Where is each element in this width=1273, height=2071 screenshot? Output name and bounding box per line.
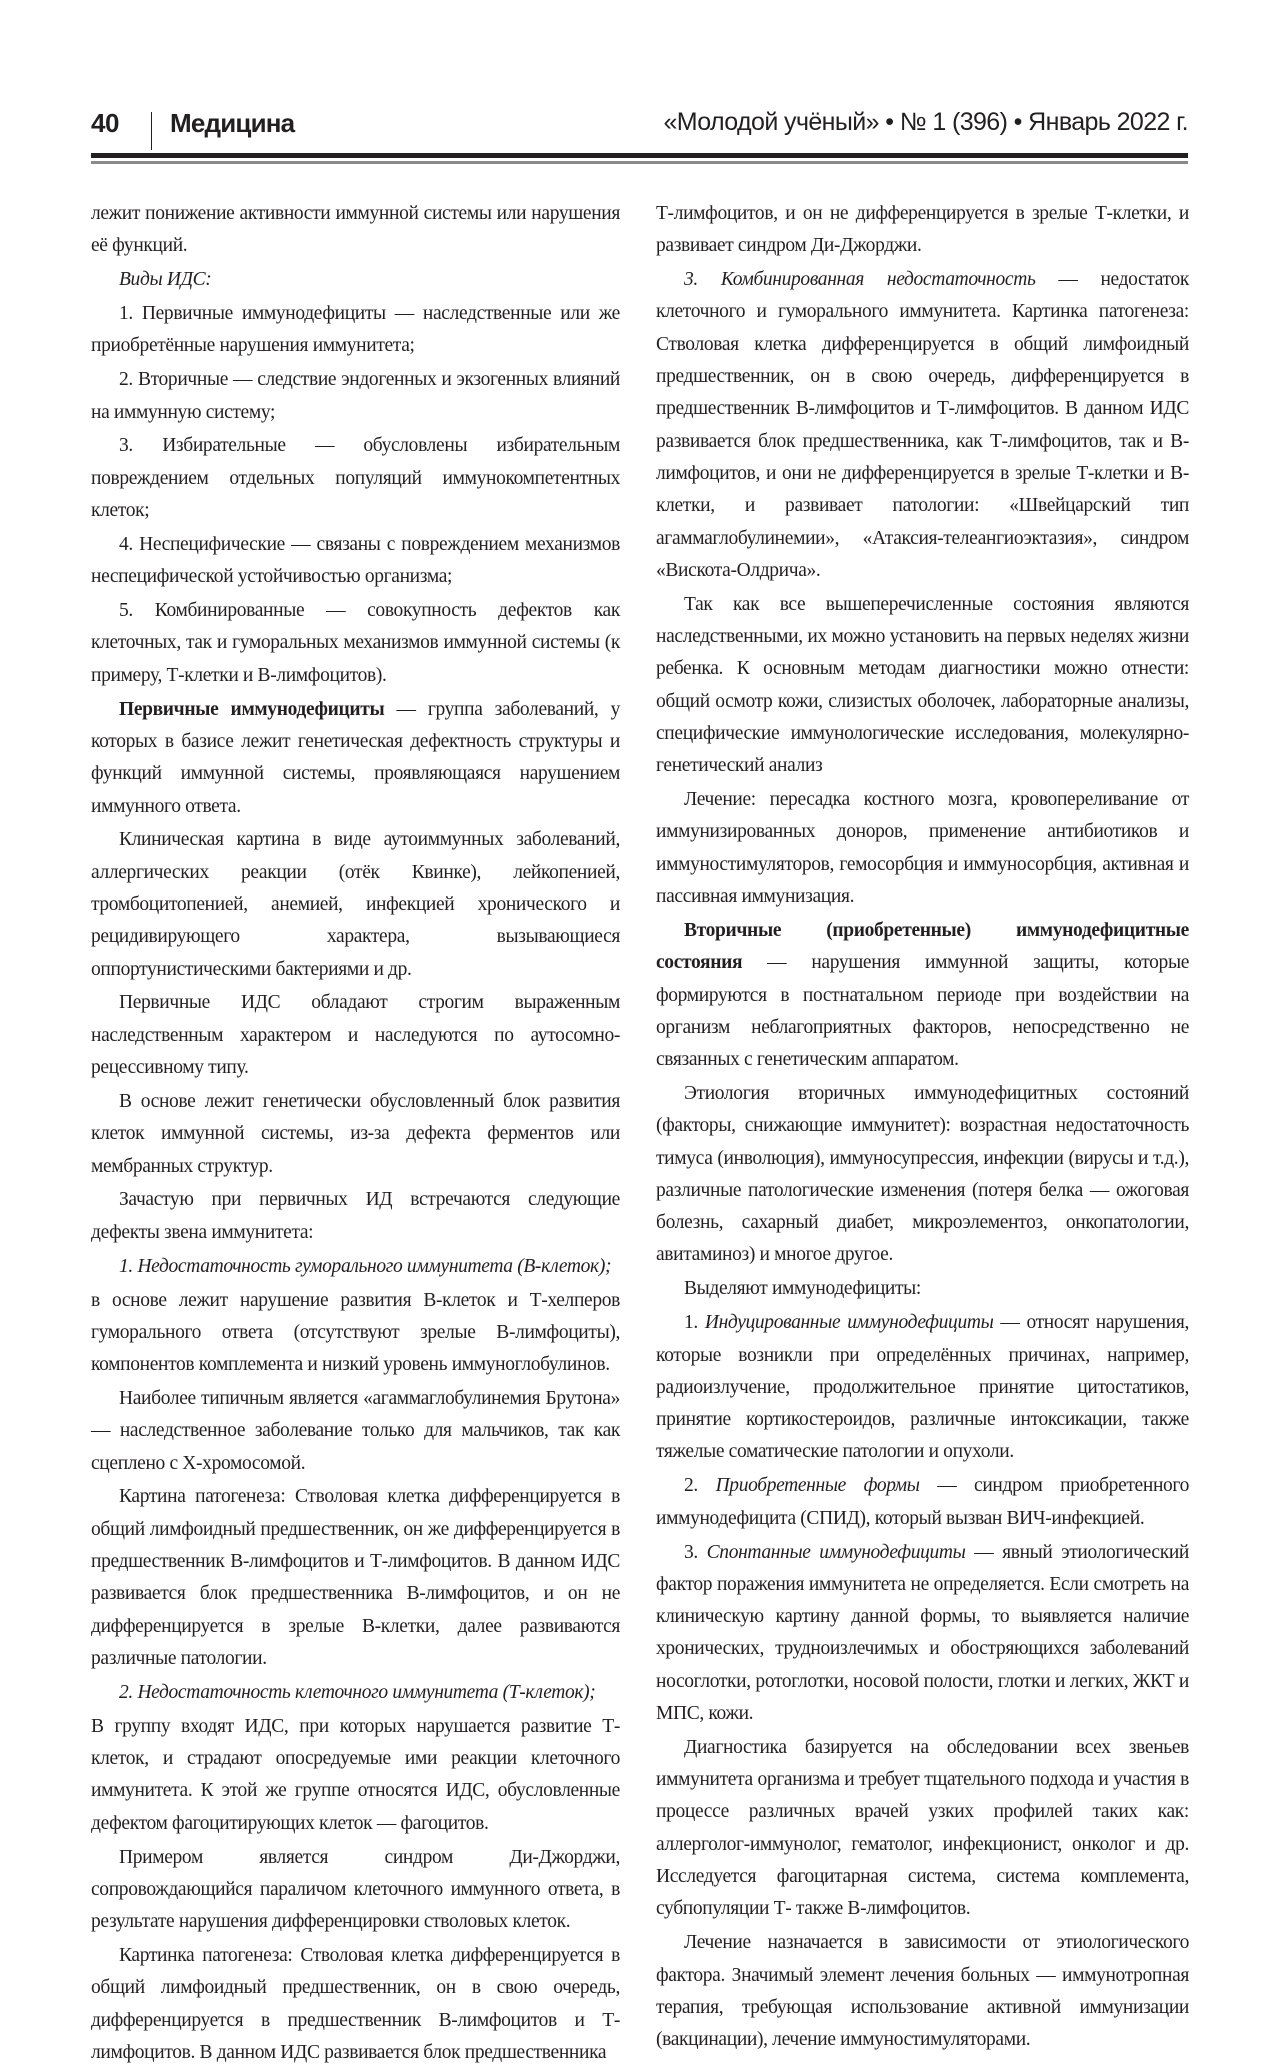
paragraph-text: Картинка патогенеза: Стволовая клетка дифференцируется в общий лимфоидный предшественник, он в свою очередь, дифференцируется в предшественник В-лимфоцитов и Т-лимфоцитов. В данном ИДС развивается блок предшественника [91,1945,620,2063]
left-column [91,198,620,2071]
paragraph-text: 1. Первичные иммунодефициты — наследственные или же приобретённые нарушения иммунитета; [91,303,620,357]
paragraph [91,1842,620,1939]
paragraph [91,987,620,1084]
italic-text: Приобретенные формы [715,1475,920,1497]
bold-term: Вторичные (приобретенные) иммунодефицитные состояния [656,919,1189,974]
paragraph [91,1711,620,1840]
paragraph [656,1078,1189,1272]
paragraph [91,1285,620,1382]
italic-text: 3. Комбинированная недостаточность [684,269,1036,291]
paragraph-text: Так как все вышеперечисленные состояния являются наследственными, их можно установить на первых неделях жизни ребенка. К основным методам диагностики можно отнести: общий осмотр кожи, слизистых оболочек, лабораторные анализы, специфические иммунологические исследования, молекулярно-генетический анализ [656,593,1189,777]
paragraph [91,364,620,429]
paragraph-text: 5. Комбинированные — совокупность дефектов как клеточных, так и гуморальных механизмов иммунной системы (к примеру, Т-клетки и В-лимфоцитов). [91,600,620,686]
right-column [656,198,1189,2058]
paragraph-text: Зачастую при первичных ИД встречаются следующие дефекты звена иммунитета: [91,1189,620,1243]
header-rule-thick [91,153,1188,158]
paragraph-text: — нарушения иммунной защиты, которые формируются в постнатальном периоде при воздействии на организм неблагоприятных факторов, непосредственно не связанных с генетическим аппаратом. [656,952,1189,1071]
paragraph [91,430,620,527]
section-title: Медицина [170,108,295,138]
paragraph [91,1940,620,2069]
paragraph-text: 3. Избирательные — обусловлены избирательным повреждением отдельных популяций иммунокомпетентных клеток; [91,435,620,522]
paragraph-text: Лечение: пересадка костного мозга, кровопереливание от иммунизированных доноров, применение антибиотиков и иммуностимуляторов, гемосорбция и иммуносорбция, активная и пассивная иммунизация. [656,789,1189,908]
paragraph-text: Диагностика базируется на обследовании всех звеньев иммунитета организма и требует тщательного подхода и участия в процессе различных врачей узких профилей таких как: аллерголог-иммунолог, гематолог, инфекционист, онколог и др. Исследуется фагоцитарная система, система комплемента, субпопуляции Т- также В-лимфоцитов. [656,1736,1189,1920]
paragraph [91,529,620,594]
paragraph-text: — недостаток клеточного и гуморального иммунитета. Картинка патогенеза: Стволовая клетка дифференцируется в общий лимфоидный предшественник, он в свою очередь, дифференцируется в предшественник В-лимфоцитов и Т-лимфоцитов. В данном ИДС развивается блок предшественника, как Т-лимфоцитов, так и В-лимфоцитов, и они не дифференцируется в зрелые Т-клетки и В-клетки, и развивает патологии: «Швейцарский тип агаммаглобулинемии», «Атаксия-телеангиоэктазия», синдром «Вискота-Олдрича». [656,269,1189,581]
paragraph-text: 4. Неспецифические — связаны с повреждением механизмов неспецифической устойчивостью организма; [91,533,620,588]
paragraph [656,1537,1189,1731]
paragraph [656,1470,1189,1535]
paragraph-text: В группу входят ИДС, при которых нарушается развитие Т-клеток, и страдают опосредуемые ими реакции клеточного иммунитета. К этой же группе относятся ИДС, обусловленные дефектом фагоцитирующих клеток — фагоцитов. [91,1715,620,1834]
header-separator [151,112,152,150]
paragraph [656,264,1189,587]
paragraph-text: Клиническая картина в виде аутоиммунных заболеваний, аллергических реакции (отёк Квинке), лейкопенией, тромбоцитопенией, анемией, инфекцией хронического и рецидивирующего характера, вызывающиеся оппортунистическими бактериями и др. [91,829,620,980]
paragraph-text: Лечение назначается в зависимости от этиологического фактора. Значимый элемент лечения больных — иммунотропная терапия, требующая использование активной иммунизации (вакцинации), лечение иммуностимуляторами. [656,1932,1189,2051]
paragraph [91,1251,620,1283]
paragraph [656,1273,1189,1305]
paragraph-text: в основе лежит нарушение развития В-клеток и Т-хелперов гуморального ответа (отсутствуют зрелые В-лимфоциты), компонентов комплемента и низкий уровень иммуноглобулинов. [91,1289,620,1376]
paragraph-text: 2. Вторичные — следствие эндогенных и экзогенных влияний на иммунную систему; [91,369,620,423]
paragraph [656,784,1189,913]
paragraph [656,1732,1189,1926]
paragraph [91,1184,620,1249]
paragraph-text: Наиболее типичным является «агаммаглобулинемия Брутона» — наследственное заболевание только для мальчиков, так как сцеплено с Х-хромосомой. [91,1388,620,1474]
paragraph-text: Первичные ИДС обладают строгим выраженным наследственным характером и наследуются по аутосомно-рецессивному типу. [91,992,620,1079]
paragraph [91,1086,620,1183]
paragraph-text: лежит понижение активности иммунной системы или нарушения её функций. [91,203,620,257]
paragraph [91,1383,620,1480]
paragraph-text: — явный этиологический фактор поражения иммунитета не определяется. Если смотреть на клиническую картину данной формы, то выявляется наличие хронических, трудноизлечимых и обостряющихся заболеваний носоглотки, ротоглотки, носовой полости, глотки и легких, ЖКТ и МПС, кожи. [656,1541,1189,1724]
paragraph-text: В основе лежит генетически обусловленный блок развития клеток иммунной системы, из-за дефекта ферментов или мембранных структур. [91,1090,620,1177]
paragraph-text: — относят нарушения, которые возникли при определённых причинах, например, радиоизлучение, продолжительное принятие цитостатиков, принятие кортикостероидов, различные интоксикации, также тяжелые соматические патологии и опухоли. [656,1312,1190,1463]
paragraph-text: Т-лимфоцитов, и он не дифференцируется в зрелые Т-клетки, и развивает синдром Ди-Джорджи. [656,203,1189,257]
paragraph [656,915,1189,1076]
italic-text: Виды ИДС: [119,269,212,291]
bold-term: Первичные иммунодефициты [119,698,385,720]
paragraph [91,694,620,823]
paragraph [91,824,620,985]
paragraph-text: Выделяют иммунодефициты: [684,1278,921,1300]
italic-text: 1. Недостаточность гуморального иммунитета (В-клеток); [119,1255,612,1277]
italic-text: Спонтанные иммунодефициты [706,1541,966,1563]
italic-text: 2. Недостаточность клеточного иммунитета (Т-клеток); [119,1681,596,1703]
paragraph-text: 1. [684,1312,705,1334]
header-rule-thin [91,161,1188,164]
paragraph [91,595,620,692]
paragraph-text: 2. [684,1475,716,1497]
paragraph [91,1677,620,1709]
paragraph-text: Примером является синдром Ди-Джорджи, сопровождающийся параличом клеточного иммунного ответа, в результате нарушения дифференцировки стволовых клеток. [91,1846,620,1933]
paragraph [656,198,1189,263]
paragraph-text: 3. [684,1541,707,1563]
paragraph [91,1481,620,1675]
paragraph-text: Картина патогенеза: Стволовая клетка дифференцируется в общий лимфоидный предшественник, он же дифференцируется в предшественник В-лимфоцитов и Т-лимфоцитов. В данном ИДС развивается блок предшественника В-лимфоцитов, и он не дифференцируется в зрелые В-клетки, далее развиваются различные патологии. [91,1486,620,1669]
page-number: 40 [91,108,119,138]
paragraph-text: Этиология вторичных иммунодефицитных состояний (факторы, снижающие иммунитет): возрастная недостаточность тимуса (инволюция), иммуносупрессия, инфекции (вирусы и т.д.), различные патологические изменения (потеря белка — ожоговая болезнь, сахарный диабет, микроэлементоз, онкопатологии, авитаминоз) и многое другое. [656,1082,1189,1266]
paragraph [656,1307,1189,1468]
paragraph-text: — синдром приобретенного иммунодефицита (СПИД), который вызван ВИЧ-инфекцией. [656,1475,1189,1529]
paragraph-text: — группа заболеваний, у которых в базисе лежит генетическая дефектность структуры и функций иммунной системы, проявляющаяся нарушением иммунного ответа. [91,698,620,817]
running-header [91,108,1188,148]
paragraph [91,198,620,263]
journal-issue: «Молодой учёный» • № 1 (396) • Январь 2022 г. [663,108,1188,136]
paragraph [91,264,620,296]
paragraph [656,589,1189,783]
paragraph [656,1927,1189,2056]
italic-text: Индуцированные иммунодефициты [704,1312,994,1334]
paragraph [91,298,620,363]
